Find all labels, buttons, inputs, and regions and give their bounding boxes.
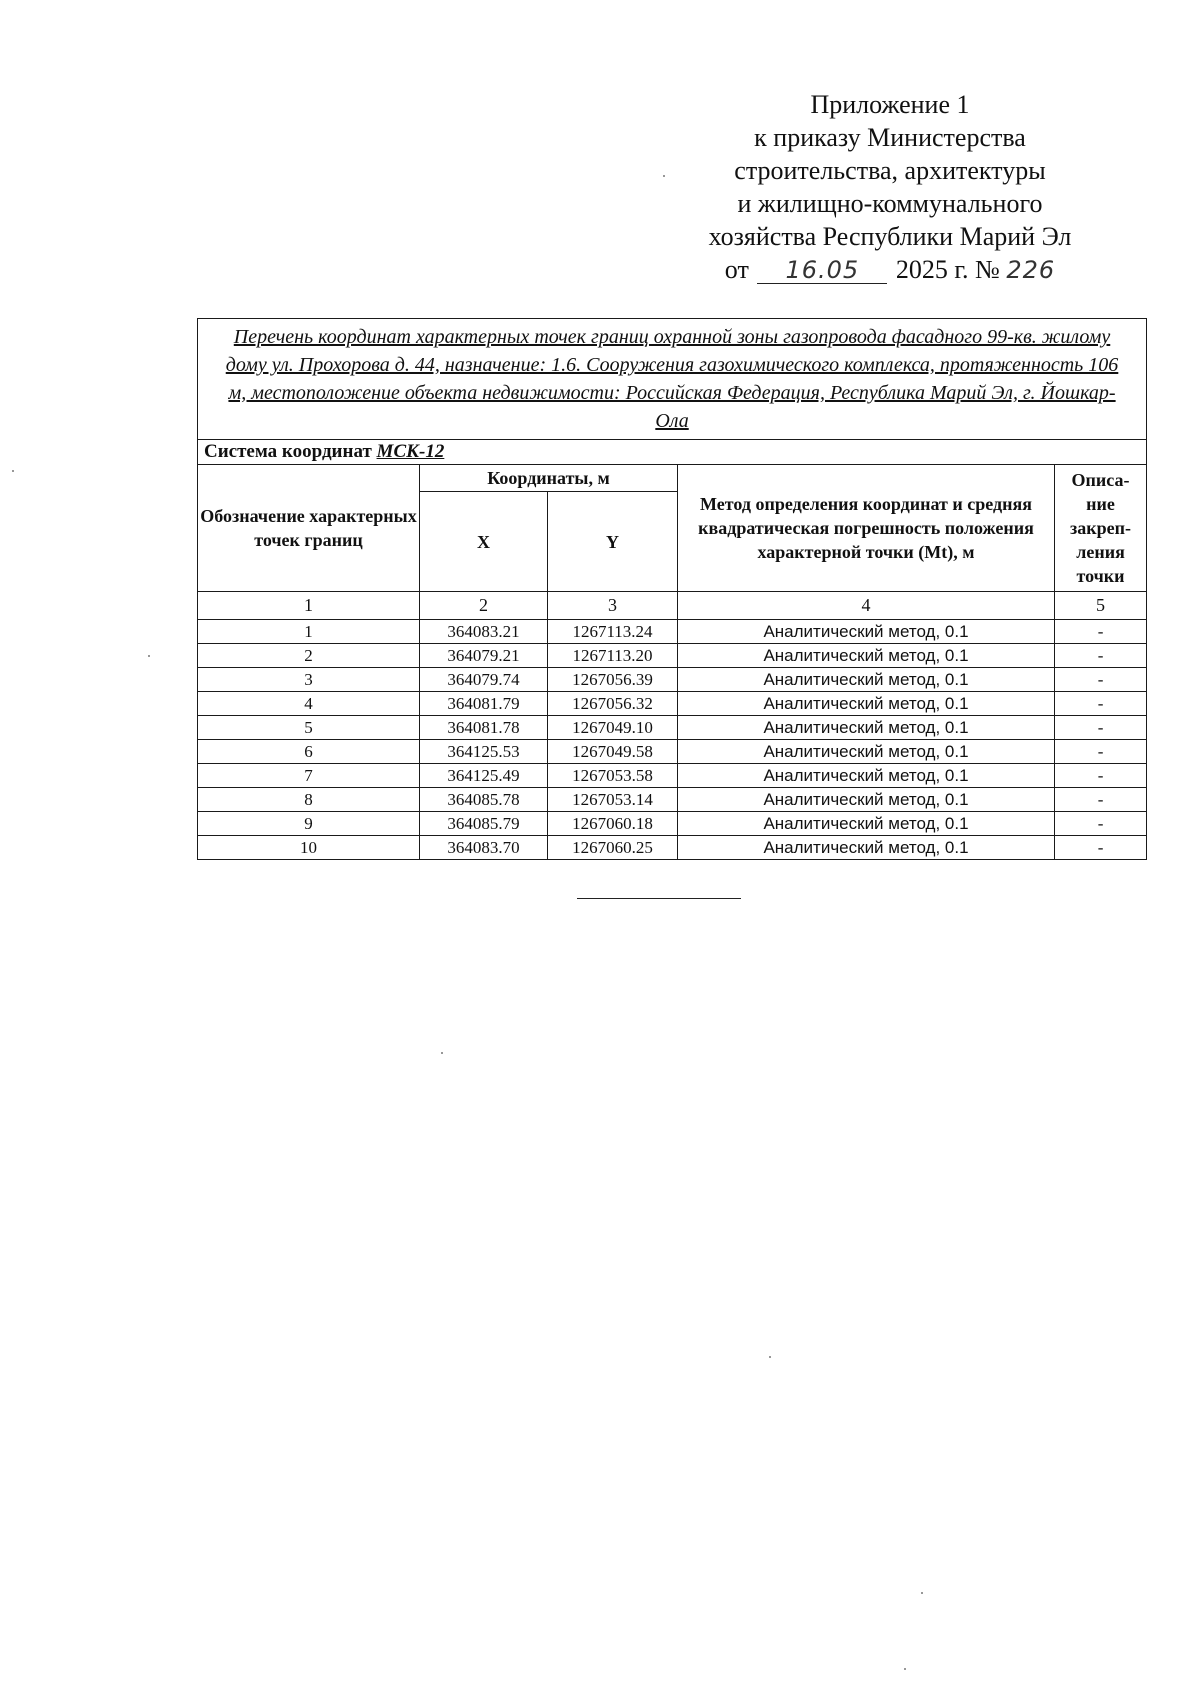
- header-line: строительства, архитектуры: [734, 156, 1046, 185]
- method: Аналитический метод, 0.1: [678, 620, 1055, 644]
- point-id: 7: [198, 764, 420, 788]
- method: Аналитический метод, 0.1: [678, 764, 1055, 788]
- header-line: хозяйства Республики Марий Эл: [708, 222, 1072, 251]
- description: -: [1055, 740, 1147, 764]
- scan-speck: [769, 1356, 771, 1358]
- coord-y: 1267056.32: [548, 692, 678, 716]
- column-number-row: [198, 592, 1147, 620]
- coord-y: 1267053.14: [548, 788, 678, 812]
- column-number: 3: [548, 592, 678, 620]
- point-id: 9: [198, 812, 420, 836]
- column-number: 1: [198, 592, 420, 620]
- coord-y: 1267113.24: [548, 620, 678, 644]
- method: Аналитический метод, 0.1: [678, 668, 1055, 692]
- point-id: 1: [198, 620, 420, 644]
- description: -: [1055, 692, 1147, 716]
- coord-x: 364085.78: [420, 788, 548, 812]
- description: -: [1055, 716, 1147, 740]
- table-row: [198, 644, 1147, 668]
- point-id: 3: [198, 668, 420, 692]
- column-header-y: Y: [548, 492, 678, 592]
- order-number-handwritten: 226: [1006, 256, 1056, 284]
- column-header-method: Метод определения координат и средняя квадратическая погрешность положения характерной точки (Mt), м: [678, 465, 1055, 592]
- coord-x: 364125.53: [420, 740, 548, 764]
- coord-y: 1267049.58: [548, 740, 678, 764]
- coord-x: 364079.74: [420, 668, 548, 692]
- coordinate-system: [198, 440, 1147, 465]
- table-row: [198, 692, 1147, 716]
- description: -: [1055, 764, 1147, 788]
- table-row: [198, 740, 1147, 764]
- coord-y: 1267053.58: [548, 764, 678, 788]
- coord-x: 364083.70: [420, 836, 548, 860]
- method: Аналитический метод, 0.1: [678, 644, 1055, 668]
- header-line: к приказу Министерства: [754, 123, 1026, 152]
- coord-y: 1267056.39: [548, 668, 678, 692]
- order-date-line: [660, 253, 1120, 287]
- coord-y: 1267113.20: [548, 644, 678, 668]
- description: -: [1055, 788, 1147, 812]
- coord-y: 1267060.25: [548, 836, 678, 860]
- point-id: 4: [198, 692, 420, 716]
- description: -: [1055, 812, 1147, 836]
- point-id: 8: [198, 788, 420, 812]
- description: -: [1055, 836, 1147, 860]
- column-header-x: X: [420, 492, 548, 592]
- table-row: [198, 764, 1147, 788]
- column-number: 5: [1055, 592, 1147, 620]
- scan-speck: [663, 175, 665, 177]
- point-id: 5: [198, 716, 420, 740]
- column-header-description: Описа-ние закреп-ления точки: [1055, 465, 1147, 592]
- table-row: [198, 716, 1147, 740]
- column-number: 2: [420, 592, 548, 620]
- appendix-header: [660, 88, 1120, 287]
- order-year: 2025 г. №: [895, 255, 1000, 284]
- order-date-handwritten: 16.05: [785, 256, 860, 284]
- coordinates-table: [197, 318, 1147, 860]
- column-header-coordinates: Координаты, м: [420, 465, 678, 492]
- description: -: [1055, 644, 1147, 668]
- method: Аналитический метод, 0.1: [678, 716, 1055, 740]
- scan-speck: [148, 655, 150, 657]
- table-title: Перечень координат характерных точек границ охранной зоны газопровода фасадного 99-кв. жилому дому ул. Прохорова д. 44, назначение: 1.6. Сооружения газохимического комплекса, протяженность 106 м, местоположение объекта недвижимости: Российская Федерация, Республика Марий Эл, г. Йошкар-Ола: [198, 319, 1147, 440]
- table-row: [198, 812, 1147, 836]
- coord-x: 364081.79: [420, 692, 548, 716]
- coord-x: 364079.21: [420, 644, 548, 668]
- point-id: 6: [198, 740, 420, 764]
- table-row: [198, 620, 1147, 644]
- method: Аналитический метод, 0.1: [678, 788, 1055, 812]
- coordinate-system-label: Система координат: [204, 441, 372, 462]
- coord-x: 364085.79: [420, 812, 548, 836]
- description: -: [1055, 668, 1147, 692]
- coord-y: 1267049.10: [548, 716, 678, 740]
- scan-speck: [921, 1592, 923, 1594]
- method: Аналитический метод, 0.1: [678, 692, 1055, 716]
- table-row: [198, 836, 1147, 860]
- end-of-document-rule: [577, 898, 741, 899]
- method: Аналитический метод, 0.1: [678, 812, 1055, 836]
- coord-x: 364083.21: [420, 620, 548, 644]
- header-line: Приложение 1: [810, 90, 970, 119]
- coordinate-system-value: МСК-12: [376, 441, 445, 462]
- scan-speck: [12, 470, 14, 472]
- point-id: 10: [198, 836, 420, 860]
- order-date-blank: [757, 257, 887, 284]
- date-prefix: от: [724, 255, 749, 284]
- scan-speck: [904, 1668, 906, 1670]
- column-header-point: Обозначение характерных точек границ: [198, 465, 420, 592]
- column-number: 4: [678, 592, 1055, 620]
- method: Аналитический метод, 0.1: [678, 836, 1055, 860]
- table-row: [198, 668, 1147, 692]
- header-line: и жилищно-коммунального: [737, 189, 1043, 218]
- scan-speck: [441, 1052, 443, 1054]
- coord-x: 364081.78: [420, 716, 548, 740]
- method: Аналитический метод, 0.1: [678, 740, 1055, 764]
- coord-y: 1267060.18: [548, 812, 678, 836]
- coord-x: 364125.49: [420, 764, 548, 788]
- point-id: 2: [198, 644, 420, 668]
- table-row: [198, 788, 1147, 812]
- description: -: [1055, 620, 1147, 644]
